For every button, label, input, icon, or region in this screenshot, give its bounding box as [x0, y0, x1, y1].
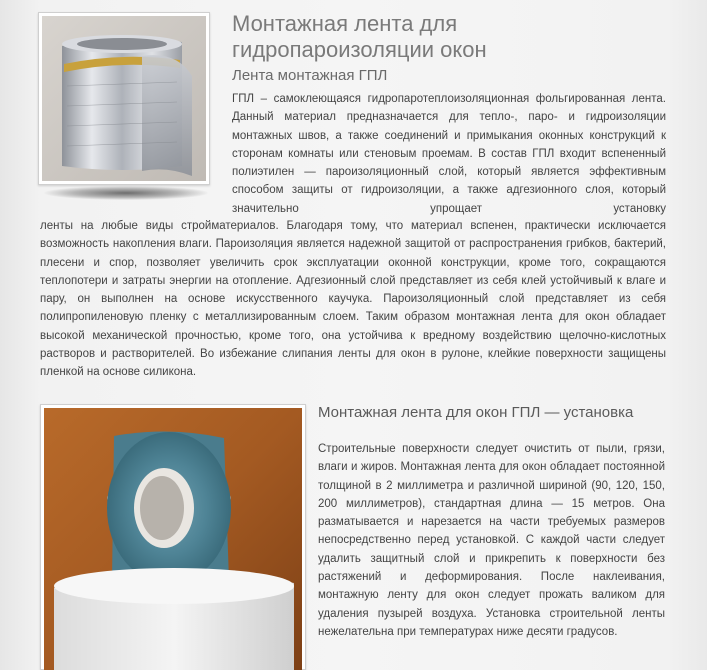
paragraph-1-part-1: ГПЛ – самоклеющаяся гидропаротеплоизоляционная фольгированная лента. Данный материал предназначается для тепло-, паро- и гидроизоляции монтажных швов, а также соединений и примыкания оконных конструкций к сторонам комнаты или стеновым проемам. В состав ГПЛ входит вспененный полиэтилен — пароизоляционный слой, который является эффективным способом защиты от гидроизоляции, а также адгезионного слоя, который значительно упрощает установку: [232, 93, 666, 215]
title-line-1: Монтажная лента для: [232, 11, 458, 36]
foil-tape-photo: [38, 12, 210, 185]
subtitle: Лента монтажная ГПЛ: [232, 67, 388, 84]
image-shadow: [44, 186, 208, 200]
page-title: [232, 11, 672, 63]
section-2-heading: Монтажная лента для окон ГПЛ — установка: [318, 404, 634, 421]
paragraph-1-part-2: ленты на любые виды стройматериалов. Благодаря тому, что материал вспенен, практически исключается возможность накопления влаги. Пароизоляция является надежной защитой от распространения грибков, бактерий, плесени и спор, позволяет увеличить срок эксплуатации оконной конструкции, кроме того, сокращаются теплопотери и затраты энергии на отопление. Адгезионный слой представляет из себя клей устойчивый к влаге и пару, он выполнен на основе искусственного каучука. Пароизоляционный слой представляет из себя полипропиленовую пленку с металлизированным слоем. Таким образом монтажная лента для окон обладает высокой механической прочностью, кроме того, она устойчива к вредному воздействию щелочно-кислотных растворов и растворителей. Во избежание слипания ленты для окон в рулоне, клейкие поверхности защищены пленкой на основе силикона.: [40, 220, 666, 379]
title-line-2: гидропароизоляции окон: [232, 37, 487, 62]
paragraph-2: Строительные поверхности следует очистить от пыли, грязи, влаги и жиров. Монтажная лента для окон обладает постоянной толщиной в 2 миллиметра и различной шириной (90, 120, 150, 200 миллиметров), стандартная длина — 15 метров. Она разматывается и нарезается на части требуемых размеров непосредственно перед установкой. С каждой части следует удалить защитный слой и прикрепить к поверхности без растяжений и деформирования. После наклеивания, монтажную ленту для окон следует прожать валиком для удаления пузырей воздуха. Установка строительной ленты нежелательна при температурах ниже десяти градусов.: [318, 443, 665, 638]
blue-tape-photo: [40, 404, 306, 670]
